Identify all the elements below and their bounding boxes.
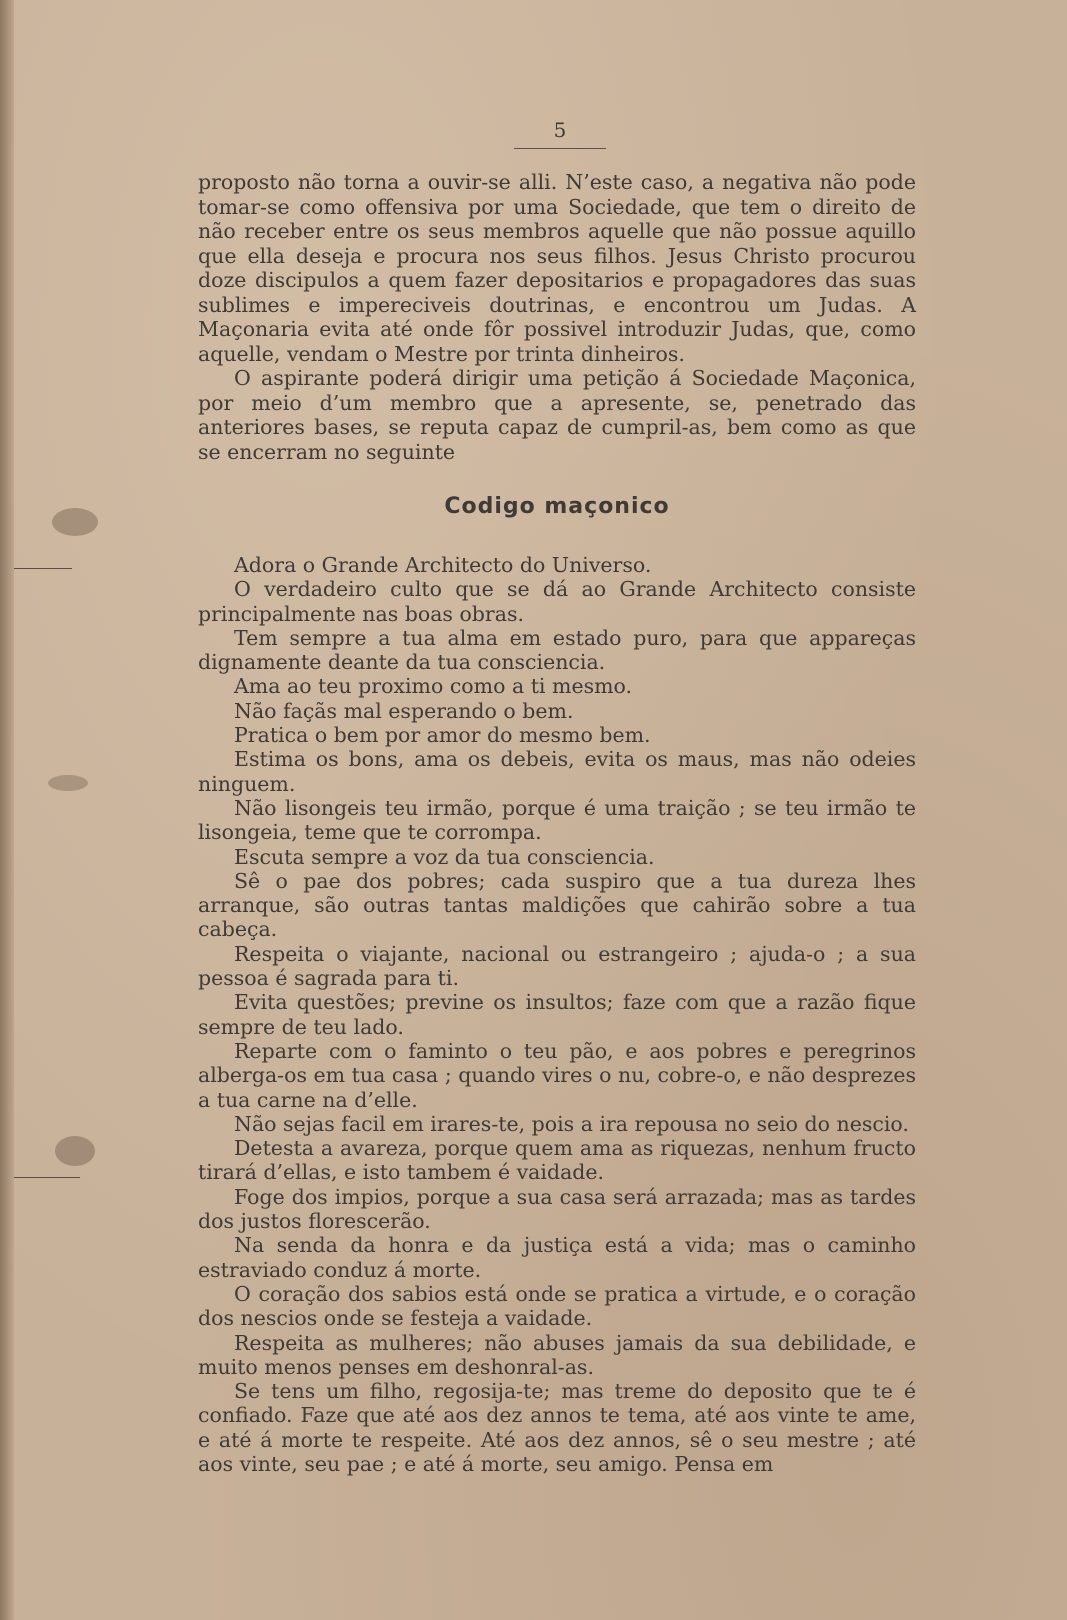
code-item: Respeita as mulheres; não abuses jamais da sua debilidade, e muito menos penses em deshonral-as. xyxy=(198,1330,916,1379)
page-binding-edge xyxy=(0,0,14,1620)
page-number-rule xyxy=(514,148,606,149)
code-item: Estima os bons, ama os debeis, evita os maus, mas não odeies ninguem. xyxy=(198,747,916,796)
code-item: Pratica o bem por amor do mesmo bem. xyxy=(234,723,651,748)
code-item: Na senda da honra e da justiça está a vida; mas o caminho estraviado conduz á morte. xyxy=(198,1233,916,1282)
margin-stain xyxy=(52,508,98,536)
intro-paragraph: O aspirante poderá dirigir uma petição á Sociedade Maçonica, por meio d’um membro que a apresente, se, penetrado das anteriores bases, se reputa capaz de cumpril-as, bem como as que se encerram no seguinte xyxy=(198,366,916,464)
code-item: Foge dos impios, porque a sua casa será arrazada; mas as tardes dos justos florescerão. xyxy=(198,1184,916,1234)
intro-text xyxy=(198,170,916,464)
code-item: Se tens um filho, regosija-te; mas treme do deposito que te é confiado. Faze que até aos dez annos te tema, até aos vinte te ame, e até á morte te respeite. Até aos dez annos, sê o seu mestre ; até aos vinte, seu pae ; e até á morte, seu amigo. Pensa em xyxy=(198,1379,916,1476)
code-item: Evita questões; previne os insultos; faze com que a razão fique sempre de teu lado. xyxy=(198,990,916,1039)
intro-paragraph: proposto não torna a ouvir-se alli. N’este caso, a negativa não pode tomar-se como offensiva por uma Sociedade, que tem o direito de não receber entre os seus membros aquelle que não possue aquillo que ella deseja e procura nos seus filhos. Jesus Christo procurou doze discipulos a quem fazer depositarios e propagadores das suas sublimes e impereciveis doutrinas, e encontrou um Judas. A Maçonaria evita até onde fôr possivel introduzir Judas, que, como aquelle, vendam o Mestre por trinta dinheiros. xyxy=(198,170,916,366)
code-item: Detesta a avareza, porque quem ama as riquezas, nenhum fructo tirará d’ellas, e isto tambem é vaidade. xyxy=(198,1136,916,1185)
code-item: Ama ao teu proximo como a ti mesmo. xyxy=(234,674,633,699)
code-item: Tem sempre a tua alma em estado puro, para que appareças dignamente deante da tua consciencia. xyxy=(198,625,916,675)
code-item: Respeita o viajante, nacional ou estrangeiro ; ajuda-o ; a sua pessoa é sagrada para ti. xyxy=(198,941,916,991)
margin-mark xyxy=(14,1177,80,1178)
code-item: O verdadeiro culto que se dá ao Grande Architecto consiste principalmente nas boas obras. xyxy=(198,577,916,626)
code-item: Reparte com o faminto o teu pão, e aos pobres e peregrinos alberga-os em tua casa ; quando vires o nu, cobre-o, e não desprezes a tua carne na d’elle. xyxy=(198,1038,916,1112)
page-number: 5 xyxy=(553,118,567,142)
code-item: Não lisongeis teu irmão, porque é uma traição ; se teu irmão te lisongeia, teme que te corrompa. xyxy=(198,795,916,845)
code-item: Escuta sempre a voz da tua consciencia. xyxy=(234,844,655,869)
margin-mark xyxy=(14,568,72,569)
code-list xyxy=(198,553,916,1476)
code-item: Adora o Grande Architecto do Universo. xyxy=(234,553,652,577)
section-heading: Codigo maçonico xyxy=(444,494,670,519)
margin-stain xyxy=(55,1136,95,1166)
margin-stain xyxy=(48,775,88,791)
code-item: Sê o pae dos pobres; cada suspiro que a tua dureza lhes arranque, são outras tantas maldições que cahirão sobre a tua cabeça. xyxy=(198,868,916,942)
code-item: O coração dos sabios está onde se pratica a virtude, e o coração dos nescios onde se festeja a vaidade. xyxy=(198,1281,916,1331)
code-item: Não sejas facil em irares-te, pois a ira repousa no seio do nescio. xyxy=(234,1111,909,1136)
code-item: Não façãs mal esperando o bem. xyxy=(234,698,574,723)
